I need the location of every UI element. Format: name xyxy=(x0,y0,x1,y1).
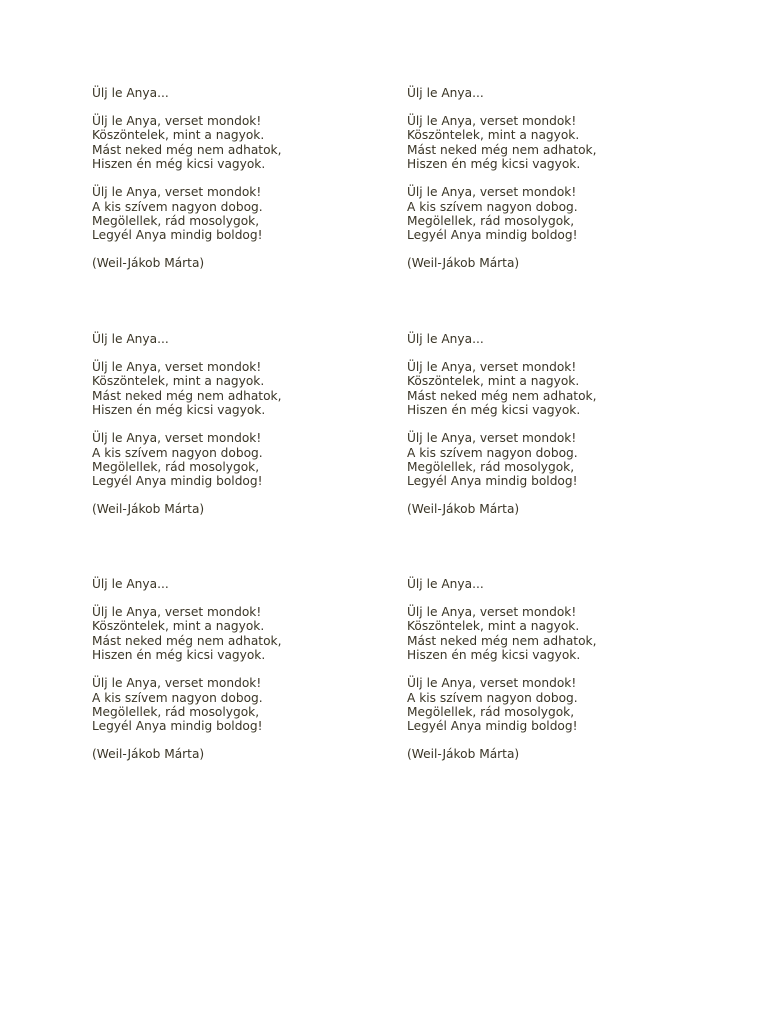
poem-line: Ülj le Anya, verset mondok! xyxy=(407,431,577,446)
poem-stanza-2 xyxy=(92,676,392,734)
poem-line: Ülj le Anya, verset mondok! xyxy=(92,431,262,446)
poem-line: Legyél Anya mindig boldog! xyxy=(92,719,263,734)
poem-line: A kis szívem nagyon dobog. xyxy=(407,690,578,705)
poem-line: Ülj le Anya, verset mondok! xyxy=(92,676,262,691)
poem-line: Hiszen én még kicsi vagyok. xyxy=(92,403,266,418)
poem-line: Köszöntelek, mint a nagyok. xyxy=(407,619,580,634)
poem-author: (Weil-Jákob Márta) xyxy=(92,502,205,517)
poem-copy-1 xyxy=(92,86,392,271)
poem-title: Ülj le Anya... xyxy=(92,332,169,346)
poem-line: Köszöntelek, mint a nagyok. xyxy=(407,374,580,389)
poem-line: Legyél Anya mindig boldog! xyxy=(92,228,263,243)
poem-line: Köszöntelek, mint a nagyok. xyxy=(407,128,580,143)
poem-stanza-1 xyxy=(92,605,392,663)
poem-line: Ülj le Anya, verset mondok! xyxy=(407,605,577,619)
poem-line: Ülj le Anya, verset mondok! xyxy=(92,360,262,374)
poem-stanza-2 xyxy=(92,431,392,489)
poem-copy-4 xyxy=(407,332,707,517)
poem-line: Ülj le Anya, verset mondok! xyxy=(92,605,262,619)
poem-line: Köszöntelek, mint a nagyok. xyxy=(92,619,265,634)
poem-author: (Weil-Jákob Márta) xyxy=(407,502,520,517)
poem-author: (Weil-Jákob Márta) xyxy=(407,256,520,271)
poem-line: Legyél Anya mindig boldog! xyxy=(92,474,263,489)
poem-line: Hiszen én még kicsi vagyok. xyxy=(407,157,581,172)
poem-author: (Weil-Jákob Márta) xyxy=(92,747,205,762)
poem-line: Legyél Anya mindig boldog! xyxy=(407,228,578,243)
poem-copy-5 xyxy=(92,577,392,762)
poem-line: Megölellek, rád mosolygok, xyxy=(92,214,260,229)
poem-stanza-1 xyxy=(92,114,392,172)
poem-title: Ülj le Anya... xyxy=(92,577,169,591)
poem-line: Ülj le Anya, verset mondok! xyxy=(92,114,262,128)
poem-line: Megölellek, rád mosolygok, xyxy=(407,214,575,229)
poem-line: Megölellek, rád mosolygok, xyxy=(407,460,575,475)
poem-stanza-2 xyxy=(407,676,707,734)
poem-line: Hiszen én még kicsi vagyok. xyxy=(92,648,266,663)
poem-stanza-2 xyxy=(407,185,707,243)
poem-line: Ülj le Anya, verset mondok! xyxy=(407,114,577,128)
poem-stanza-1 xyxy=(407,114,707,172)
poem-copy-3 xyxy=(92,332,392,517)
poem-line: Köszöntelek, mint a nagyok. xyxy=(92,374,265,389)
poem-line: A kis szívem nagyon dobog. xyxy=(92,690,263,705)
poem-line: Megölellek, rád mosolygok, xyxy=(92,705,260,720)
poem-line: Hiszen én még kicsi vagyok. xyxy=(407,403,581,418)
poem-line: A kis szívem nagyon dobog. xyxy=(407,199,578,214)
poem-line: Megölellek, rád mosolygok, xyxy=(92,460,260,475)
poem-line: Mást neked még nem adhatok, xyxy=(92,388,282,403)
poem-line: Köszöntelek, mint a nagyok. xyxy=(92,128,265,143)
poem-line: Legyél Anya mindig boldog! xyxy=(407,474,578,489)
poem-title: Ülj le Anya... xyxy=(407,332,484,346)
poem-stanza-2 xyxy=(407,431,707,489)
poem-copy-2 xyxy=(407,86,707,271)
poem-line: Ülj le Anya, verset mondok! xyxy=(407,185,577,200)
poem-line: A kis szívem nagyon dobog. xyxy=(92,445,263,460)
poem-line: A kis szívem nagyon dobog. xyxy=(407,445,578,460)
poem-line: Ülj le Anya, verset mondok! xyxy=(407,360,577,374)
poem-line: Megölellek, rád mosolygok, xyxy=(407,705,575,720)
poem-line: Mást neked még nem adhatok, xyxy=(407,142,597,157)
poem-line: Legyél Anya mindig boldog! xyxy=(407,719,578,734)
poem-title: Ülj le Anya... xyxy=(92,86,169,100)
poem-line: Mást neked még nem adhatok, xyxy=(407,388,597,403)
poem-stanza-2 xyxy=(92,185,392,243)
poem-stanza-1 xyxy=(407,605,707,663)
poem-author: (Weil-Jákob Márta) xyxy=(92,256,205,271)
poem-line: Mást neked még nem adhatok, xyxy=(92,142,282,157)
poem-line: Mást neked még nem adhatok, xyxy=(407,633,597,648)
poem-line: Mást neked még nem adhatok, xyxy=(92,633,282,648)
poem-line: A kis szívem nagyon dobog. xyxy=(92,199,263,214)
poem-stanza-1 xyxy=(92,360,392,418)
poem-line: Hiszen én még kicsi vagyok. xyxy=(407,648,581,663)
poem-line: Ülj le Anya, verset mondok! xyxy=(407,676,577,691)
poem-author: (Weil-Jákob Márta) xyxy=(407,747,520,762)
poem-line: Hiszen én még kicsi vagyok. xyxy=(92,157,266,172)
poem-copy-6 xyxy=(407,577,707,762)
poem-stanza-1 xyxy=(407,360,707,418)
poem-title: Ülj le Anya... xyxy=(407,86,484,100)
poem-title: Ülj le Anya... xyxy=(407,577,484,591)
poem-line: Ülj le Anya, verset mondok! xyxy=(92,185,262,200)
